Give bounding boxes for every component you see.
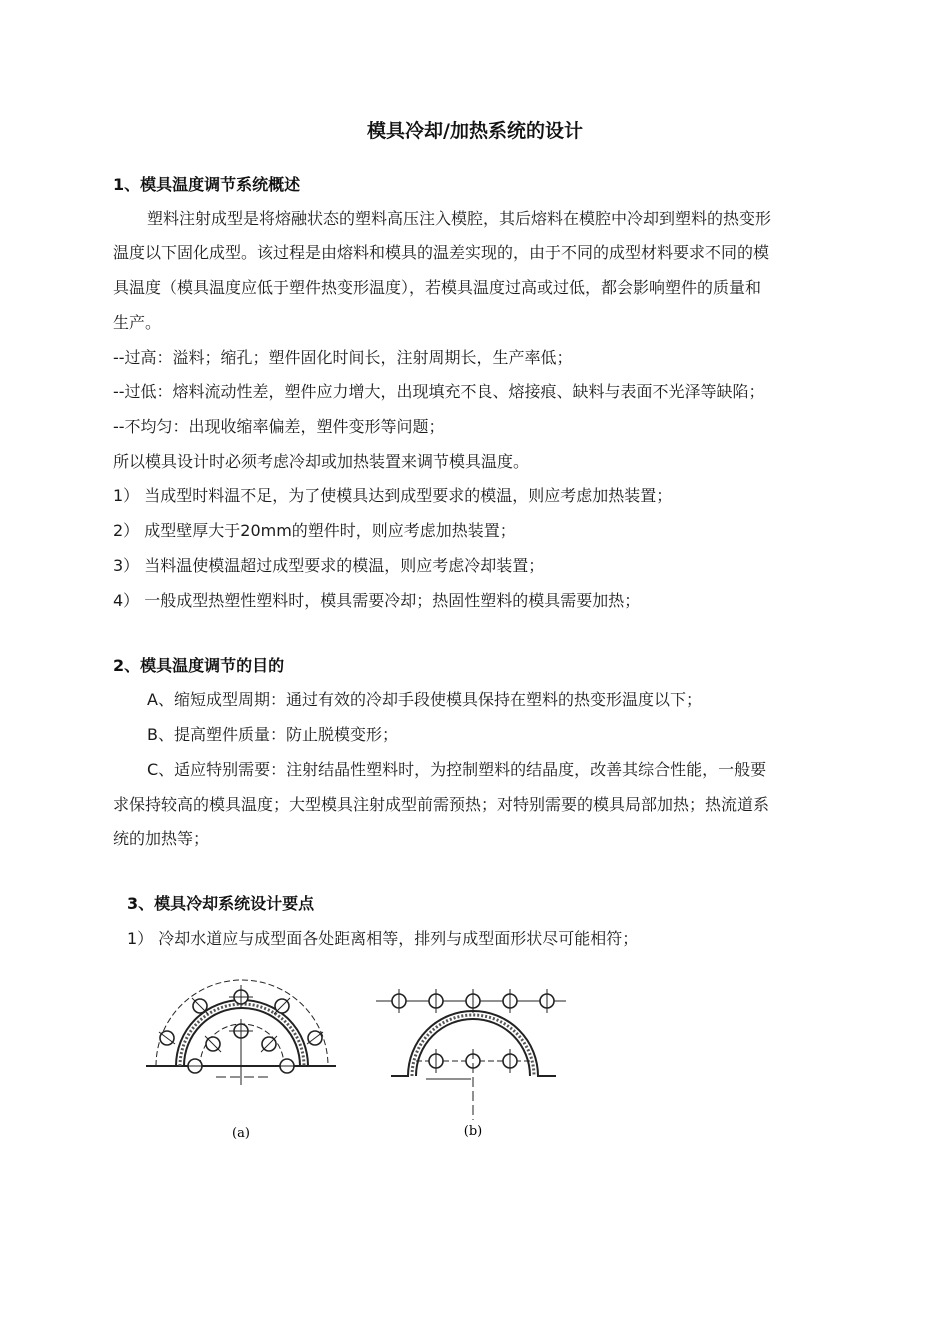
purpose-a: A、缩短成型周期：通过有效的冷却手段使模具保持在塑料的热变形温度以下；	[147, 690, 702, 709]
section-1-heading: 1、模具温度调节系统概述	[113, 175, 301, 194]
cooling-channel-figure	[126, 955, 586, 1155]
uneven-effects: --不均匀：出现收缩率偏差，塑件变形等问题；	[113, 417, 445, 436]
purpose-c-line-2: 求保持较高的模具温度；大型模具注射成型前需预热；对特别需要的模具局部加热；热流道系	[113, 795, 770, 814]
section-1-paragraph-line-2: 温度以下固化成型。该过程是由熔料和模具的温差实现的，由于不同的成型材料要求不同的模	[113, 243, 770, 262]
too-high-effects: --过高：溢料；缩孔；塑件固化时间长，注射周期长，生产率低；	[113, 348, 573, 367]
document-title: 模具冷却/加热系统的设计	[367, 120, 583, 142]
list-item: 2） 成型壁厚大于20mm的塑件时，则应考虑加热装置；	[113, 521, 516, 540]
purpose-c-line-3: 统的加热等；	[113, 829, 210, 848]
section-2-heading: 2、模具温度调节的目的	[113, 656, 285, 675]
list-item: 1） 当成型时料温不足，为了使模具达到成型要求的模温，则应考虑加热装置；	[113, 486, 673, 505]
purpose-c-line-1: C、适应特别需要：注射结晶性塑料时，为控制塑料的结晶度，改善其综合性能，一般要	[147, 760, 767, 779]
list-item: 4） 一般成型热塑性塑料时，模具需要冷却；热固性塑料的模具需要加热；	[113, 591, 641, 610]
section-3-heading: 3、模具冷却系统设计要点	[127, 894, 315, 913]
conclusion-line: 所以模具设计时必须考虑冷却或加热装置来调节模具温度。	[113, 452, 530, 471]
section-1-paragraph-line-1: 塑料注射成型是将熔融状态的塑料高压注入模腔，其后熔料在模腔中冷却到塑料的热变形	[147, 209, 772, 228]
figure-b-label: (b)	[463, 1124, 483, 1139]
section-1-paragraph-line-4: 生产。	[113, 313, 162, 332]
figure-a-drawing	[146, 980, 336, 1085]
section-3-item-1: 1） 冷却水道应与成型面各处距离相等，排列与成型面形状尽可能相符；	[127, 929, 639, 948]
figure-a-label: (a)	[232, 1126, 250, 1141]
purpose-b: B、提高塑件质量：防止脱模变形；	[147, 725, 398, 744]
figure-b-drawing	[376, 989, 566, 1120]
section-1-paragraph-line-3: 具温度（模具温度应低于塑件热变形温度），若模具温度过高或过低，都会影响塑件的质量和	[113, 278, 762, 297]
list-item: 3） 当料温使模温超过成型要求的模温，则应考虑冷却装置；	[113, 556, 545, 575]
too-low-effects: --过低：熔料流动性差，塑件应力增大，出现填充不良、熔接痕、缺料与表面不光泽等缺陷；	[113, 382, 765, 401]
